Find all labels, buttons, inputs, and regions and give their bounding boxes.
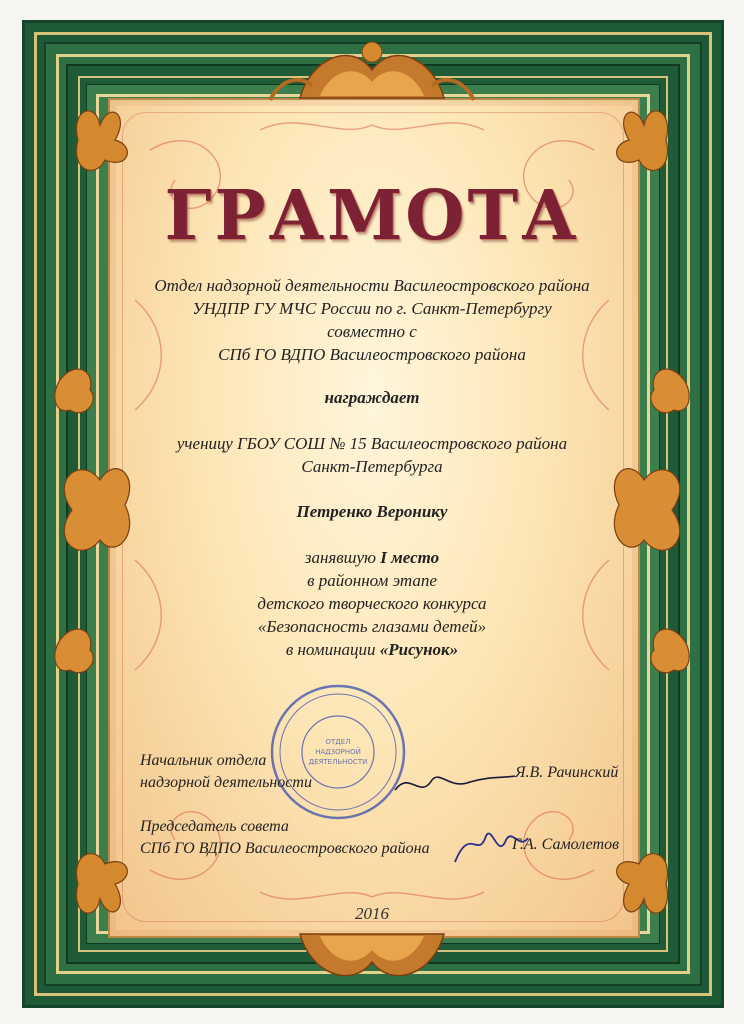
certificate-year: 2016 (355, 904, 389, 923)
achievement-contest-name: «Безопасность глазами детей» (257, 617, 487, 636)
achievement-contest: детского творческого конкурса (257, 594, 487, 613)
svg-text:ДЕЯТЕЛЬНОСТИ: ДЕЯТЕЛЬНОСТИ (308, 758, 368, 766)
issuer-line-2: УНДПР ГУ МЧС России по г. Санкт-Петербургу (192, 299, 552, 318)
achievement-place: I место (380, 548, 440, 567)
certificate-title: ГРАМОТА (164, 176, 580, 256)
svg-text:ОТДЕЛ: ОТДЕЛ (325, 738, 351, 746)
signer-1-name: Я.В. Рачинский (515, 764, 619, 781)
signer-1-role-line-2: надзорной деятельности (140, 774, 312, 791)
signer-2-name: Г.А. Самолетов (512, 836, 620, 853)
issuer-line-4: СПб ГО ВДПО Василеостровского района (218, 345, 526, 364)
svg-text:НАДЗОРНОЙ: НАДЗОРНОЙ (315, 748, 361, 756)
achievement-place-line (130, 546, 614, 569)
achievement-nomination-line (130, 638, 614, 661)
issuer-line-3: совместно с (327, 322, 417, 341)
signer-2-role-line-2: СПб ГО ВДПО Василеостровского района (140, 840, 430, 857)
achievement-stage: в районном этапе (307, 571, 437, 590)
awards-verb: награждает (324, 388, 420, 407)
issuer-line-1: Отдел надзорной деятельности Василеостровского района (154, 276, 590, 295)
recipient-school-line-2: Санкт-Петербурга (301, 457, 443, 476)
recipient-name: Петренко Веронику (296, 502, 448, 521)
signer-1-role-line-1: Начальник отдела (140, 752, 267, 769)
nomination-name: «Рисунок» (379, 640, 459, 659)
signer-2-role-line-1: Председатель совета (140, 818, 289, 835)
achievement-prefix: занявшую (304, 548, 377, 567)
recipient-school-line-1: ученицу ГБОУ СОШ № 15 Василеостровского района (176, 434, 568, 453)
nomination-prefix: в номинации (285, 640, 376, 659)
